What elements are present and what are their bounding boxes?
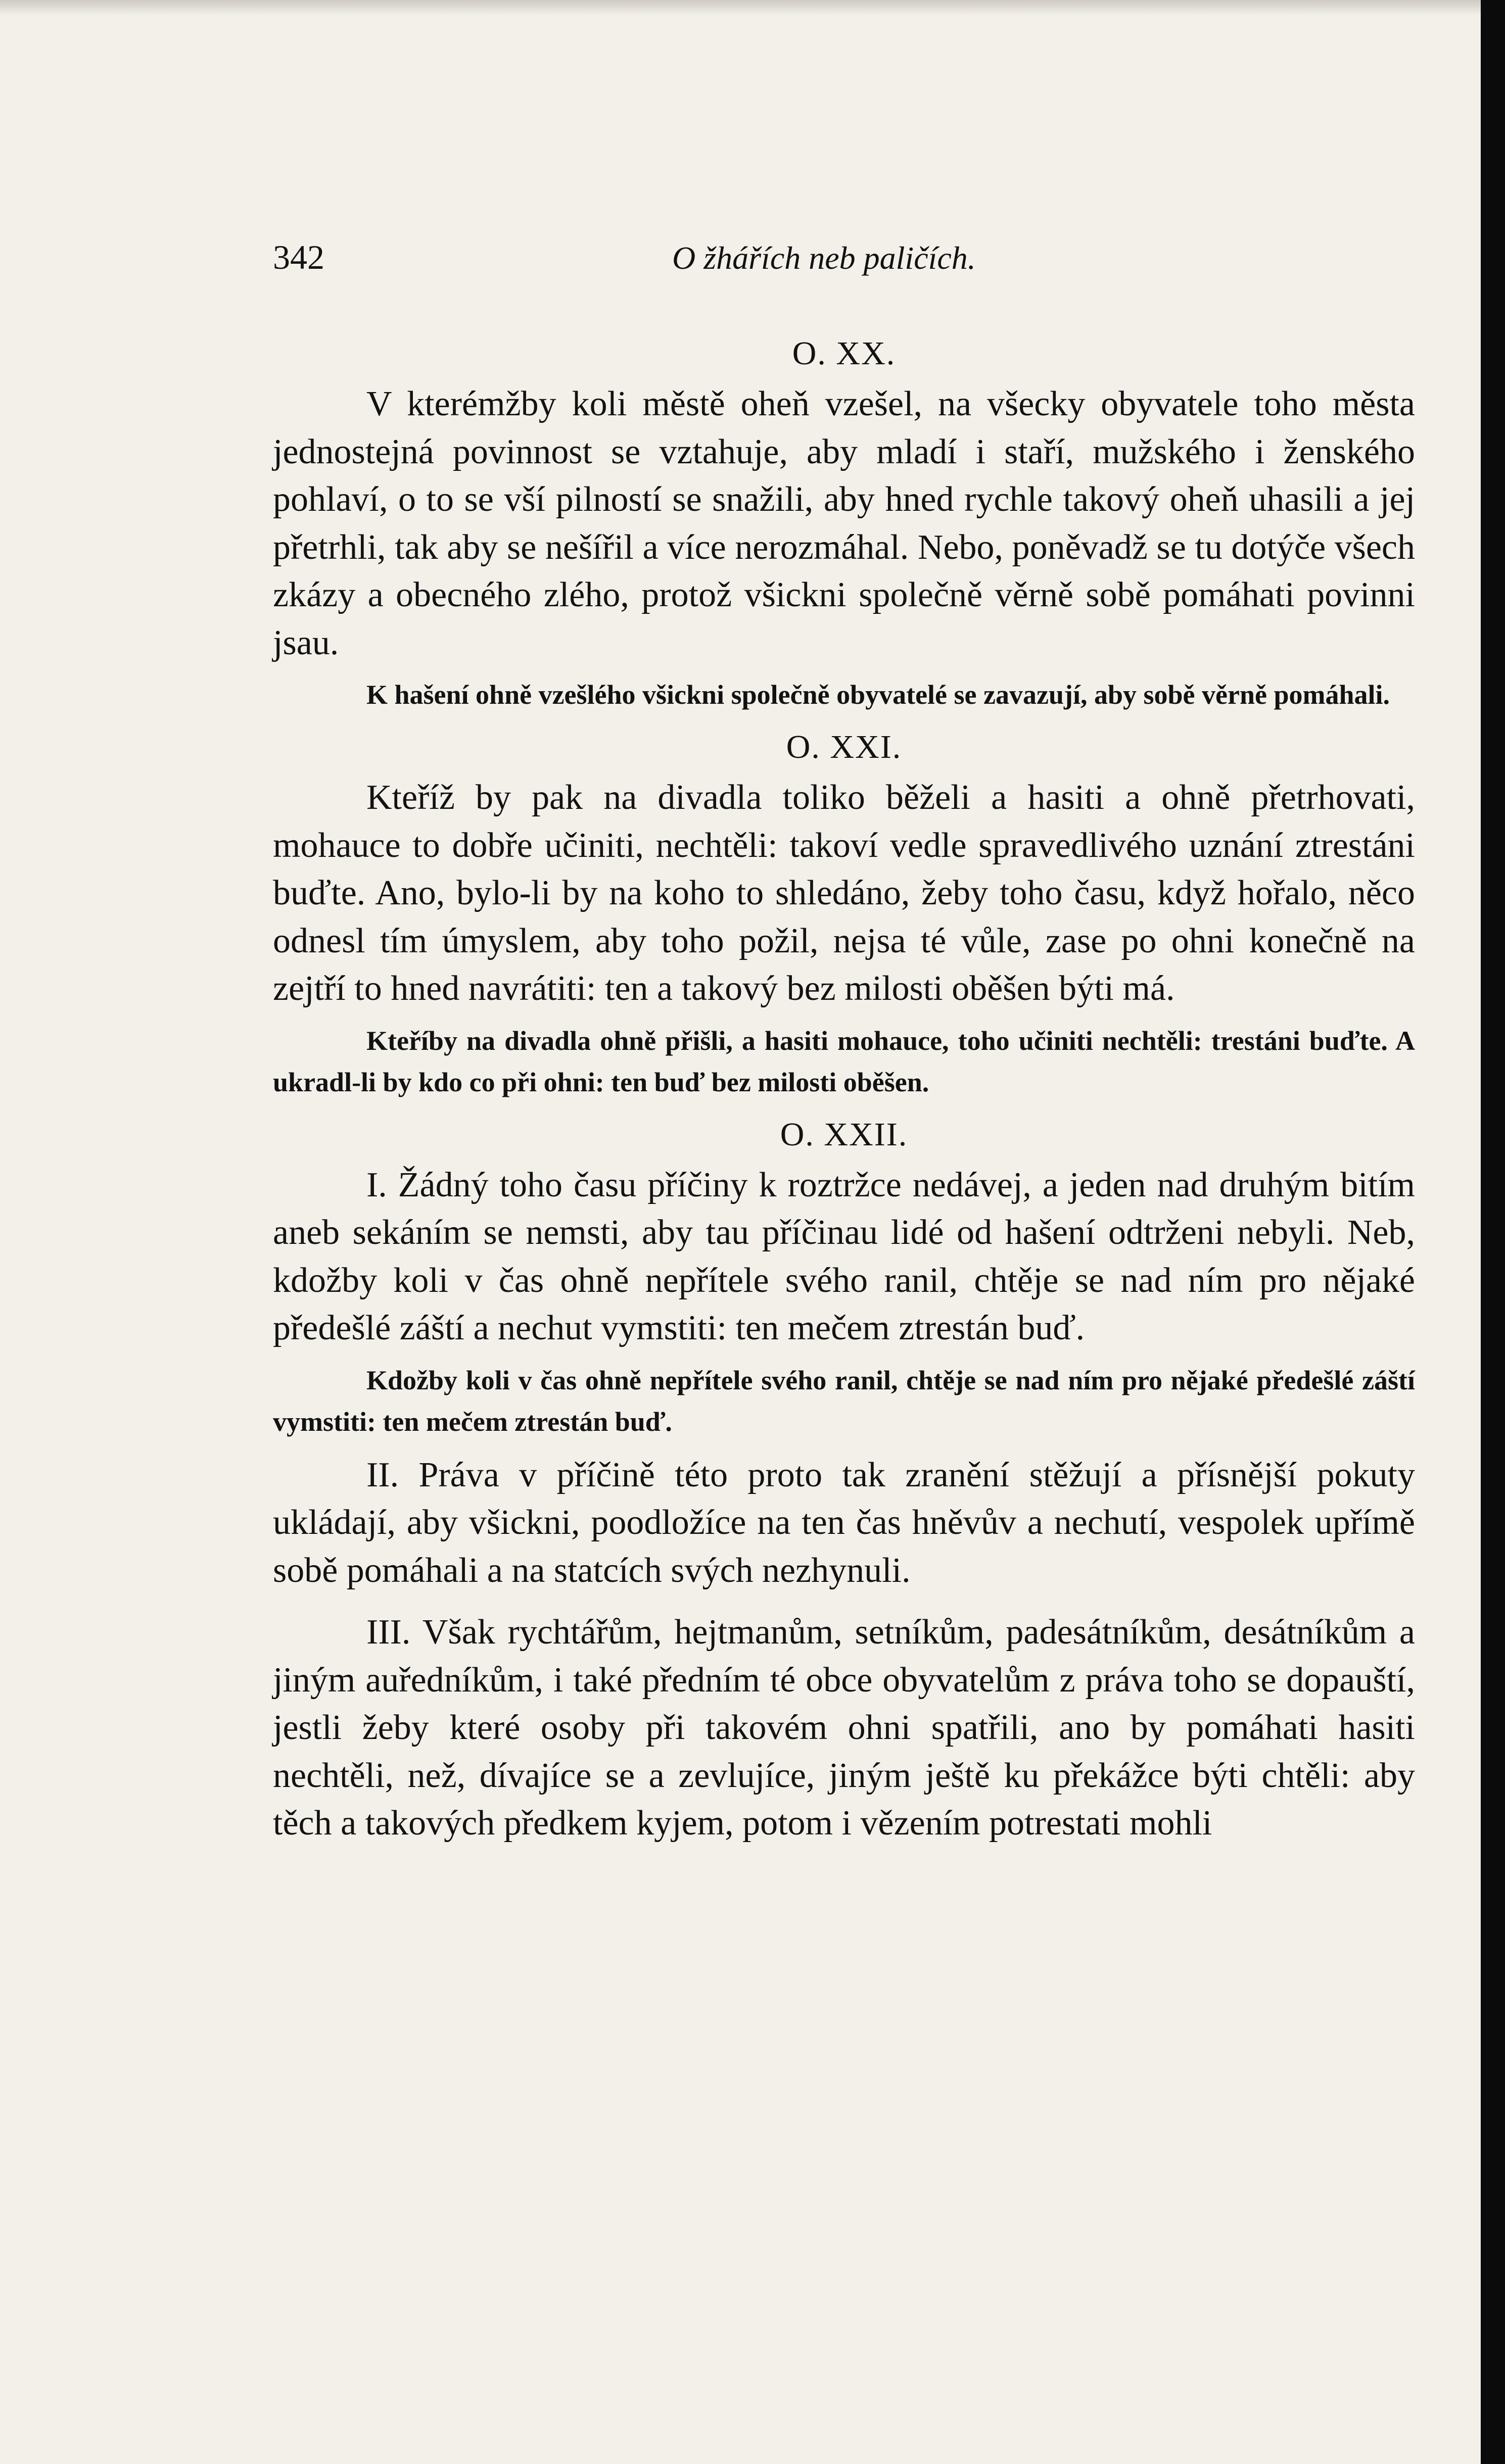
- section-xx-paragraph: V kterémžby koli městě oheň vzešel, na všecky obyvatele toho města jednostejná povinnost se vztahuje, aby mladí i staří, mužského i ženského pohlaví, o to se vší pilností se snažili, aby hned rychle takový oheň uhasili a jej přetrhli, tak aby se nešířil a více nerozmáhal. Nebo, poněvadž se tu dotýče všech zkázy a obecného zlého, protož všickni společně věrně sobě pomáhati povinni jsau.: [273, 384, 1415, 662]
- section-title-xx: O. XX.: [792, 335, 896, 372]
- section-xxii-paragraph-1: I. Žádný toho času příčiny k roztržce nedávej, a jeden nad druhým bitím aneb sekáním se nemsti, aby tau příčinau lidé od hašení odtrženi nebyli. Neb, kdožby koli v čas ohně nepřítele svého ranil, chtěje se nad ním pro nějaké předešlé záští a nechut vymstiti: ten mečem ztrestán buď.: [273, 1165, 1415, 1347]
- section-title-xxii: O. XXII.: [780, 1116, 908, 1153]
- main-text: [273, 331, 1415, 1848]
- scan-shadow: [0, 0, 1481, 15]
- section-xxii-paragraph-3: III. Však rychtářům, hejtmanům, setníkům, padesátníkům, desátníkům a jiným auředníkům, i také předním té obce obyvatelům z práva toho se dopauští, jestli žeby které osoby při takovém ohni spatřili, ano by pomáhati hasiti nechtěli, než, dívajíce se a zevlujíce, jiným ještě ku překážce býti chtěli: aby těch a takových předkem kyjem, potom i vězením potrestati mohli: [273, 1613, 1415, 1843]
- scan-edge: [1481, 0, 1505, 2464]
- section-xxi-paragraph: Kteříž by pak na divadla toliko běželi a hasiti a ohně přetrhovati, mohauce to dobře učiniti, nechtěli: takoví vedle spravedlivého uznání ztrestáni buďte. Ano, bylo-li by na koho to shledáno, žeby toho času, když hořalo, něco odnesl tím úmyslem, aby toho požil, nejsa té vůle, zase po ohni konečně na zejtří to hned navrátiti: ten a takový bez milosti oběšen býti má.: [273, 778, 1415, 1008]
- section-xxii-summary: Kdožby koli v čas ohně nepřítele svého ranil, chtěje se nad ním pro nějaké předešlé záští vymstiti: ten mečem ztrestán buď.: [273, 1365, 1415, 1437]
- page-number: 342: [273, 238, 324, 276]
- section-title-xxi: O. XXI.: [786, 729, 902, 765]
- running-title: O žhářích neb paličích.: [672, 240, 976, 276]
- section-xx-summary: K hašení ohně vzešlého všickni společně obyvatelé se zavazují, aby sobě věrně pomáhali.: [366, 680, 1390, 710]
- section-xxii-paragraph-2: II. Práva v příčině této proto tak zranění stěžují a přísnější pokuty ukládají, aby všickni, poodložíce na ten čas hněvův a nechutí, vespolek upřímě sobě pomáhali a na statcích svých nezhynuli.: [273, 1455, 1415, 1590]
- section-xxi-summary: Kteříby na divadla ohně přišli, a hasiti mohauce, toho učiniti nechtěli: trestáni buďte. A ukradl-li by kdo co při ohni: ten buď bez milosti oběšen.: [273, 1025, 1415, 1097]
- paragraph-gap: [273, 1595, 1415, 1609]
- page-header: [273, 237, 1415, 283]
